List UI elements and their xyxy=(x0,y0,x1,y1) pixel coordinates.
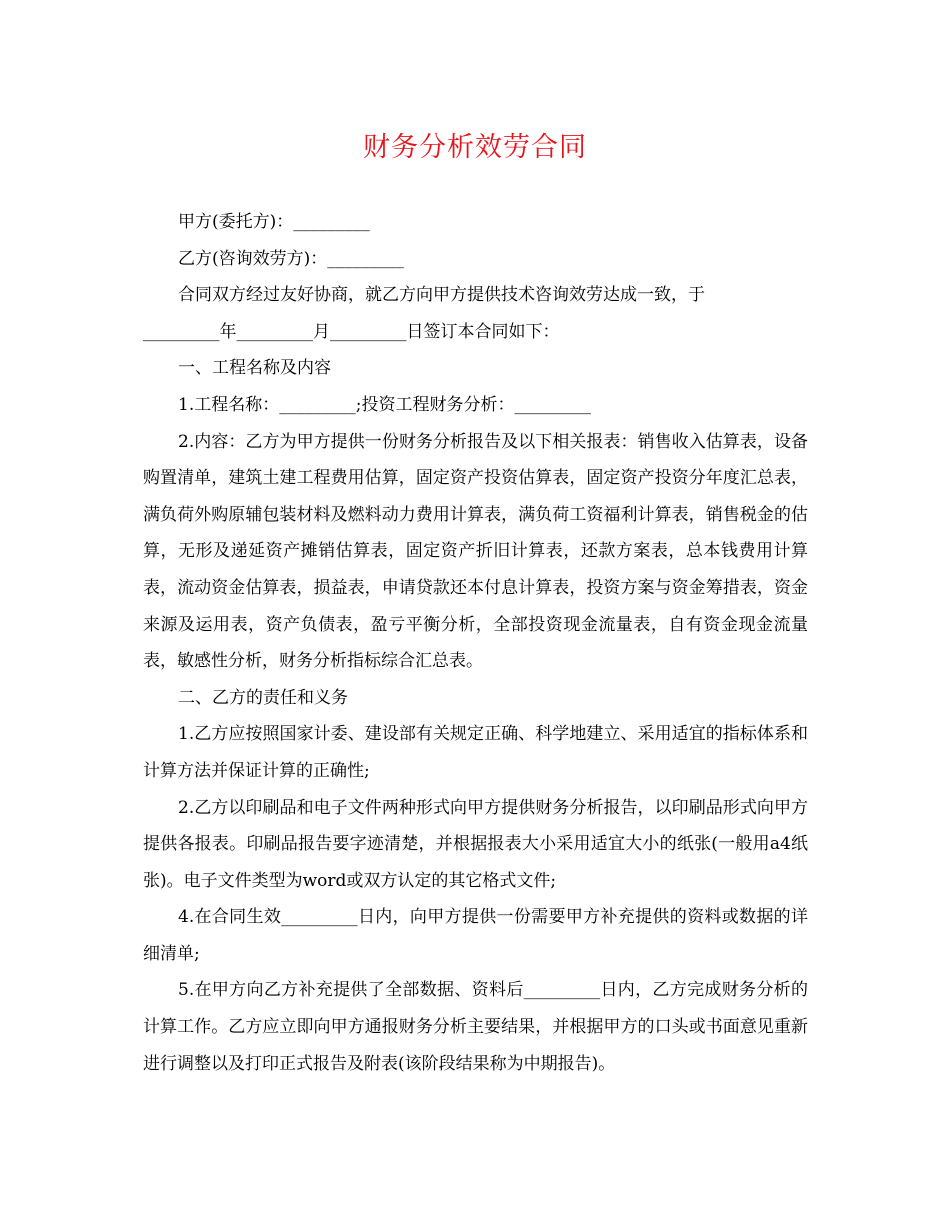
agreement-intro: 合同双方经过友好协商，就乙方向甲方提供技术咨询效劳达成一致，于 xyxy=(178,285,705,306)
duty-item-1: 1.乙方应按照国家计委、建设部有关规定正确、科学地建立、采用适宜的指标体系和计算方法并保证计算的正确性; xyxy=(143,724,808,781)
document-title: 财务分析效劳合同 xyxy=(363,132,587,163)
duty-item-4: 4.在合同生效_________日内，向甲方提供一份需要甲方补充提供的资料或数据的详细清单; xyxy=(143,907,808,964)
document-body xyxy=(143,204,808,1082)
section-heading-1: 一、工程名称及内容 xyxy=(178,358,331,379)
content-paragraph: 2.内容：乙方为甲方提供一份财务分析报告及以下相关报表：销售收入估算表，设备购置清单，建筑土建工程费用估算，固定资产投资估算表，固定资产投资分年度汇总表，满负荷外购原辅包装材料及燃料动力费用计算表，满负荷工资福利计算表，销售税金的估算，无形及递延资产摊销估算表，固定资产折旧计算表，还款方案表，总本钱费用计算表，流动资金估算表，损益表，申请贷款还本付息计算表，投资方案与资金筹措表，资金来源及运用表，资产负债表，盈亏平衡分析，全部投资现金流量表，自有资金现金流量表，敏感性分析，财务分析指标综合汇总表。 xyxy=(143,431,808,672)
section-heading-2: 二、乙方的责任和义务 xyxy=(178,687,348,708)
duty-item-2: 2.乙方以印刷品和电子文件两种形式向甲方提供财务分析报告，以印刷品形式向甲方提供各报表。印刷品报告要字迹清楚，并根据报表大小采用适宜大小的纸张(一般用a4纸张)。电子文件类型为word或双方认定的其它格式文件; xyxy=(143,797,808,891)
party-b-line: 乙方(咨询效劳方)：_________ xyxy=(178,248,404,269)
duty-item-5: 5.在甲方向乙方补充提供了全部数据、资料后_________日内，乙方完成财务分析的计算工作。乙方应立即向甲方通报财务分析主要结果，并根据甲方的口头或书面意见重新进行调整以及打印正式报告及附表(该阶段结果称为中期报告)。 xyxy=(143,980,808,1074)
signing-date-line: _________年_________月_________日签订本合同如下： xyxy=(143,321,560,342)
project-name-line: 1.工程名称：_________;投资工程财务分析：_________ xyxy=(178,394,591,415)
party-a-line: 甲方(委托方)：_________ xyxy=(178,212,370,232)
